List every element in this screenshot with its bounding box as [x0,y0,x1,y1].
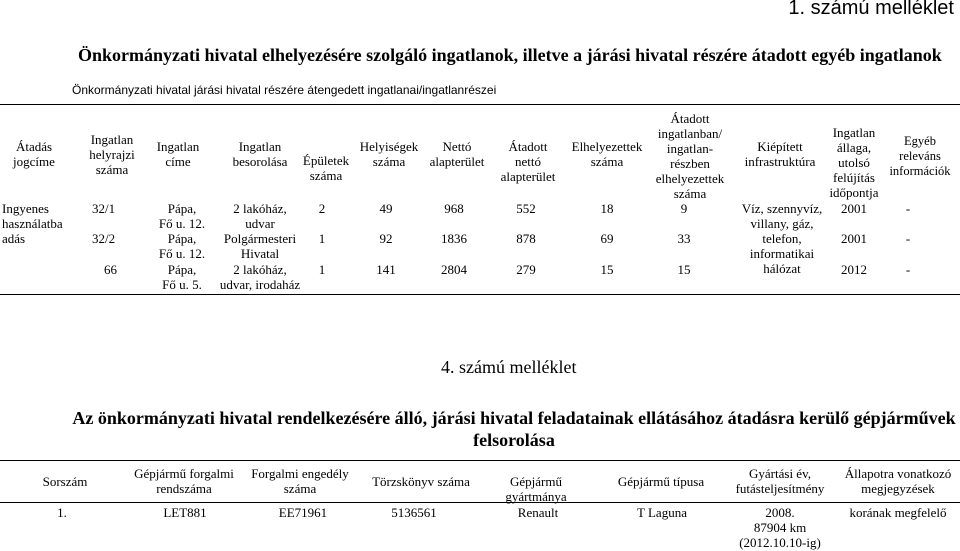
header-elhelyezettek: Elhelyezettek száma [571,139,643,169]
row1-hrsz: 32/1 [92,201,116,216]
row2-allapot: 2001 [841,231,867,246]
jogcim-cell: Ingyenes használatba adás [2,201,63,246]
vehicle-gyartmany: Renault [517,505,559,520]
header-hrsz: Ingatlan helyrajzi száma [89,132,135,177]
row2-atadott-netto: 878 [516,231,536,246]
row1-epuletek: 2 [318,201,326,216]
annex4-top-border [0,460,960,461]
vehicle-engedely: EE71961 [278,505,328,520]
vehicle-sorszam: 1. [57,505,67,520]
row2-epuletek: 1 [318,231,326,246]
annex1-bottom-border [0,294,960,295]
header-netto: Nettó alapterület [429,139,485,169]
row2-hrsz: 32/2 [92,231,116,246]
row1-helyisegek: 49 [379,201,393,216]
vehicle-header-sorszam: Sorszám [42,474,88,489]
row2-besorolas: Polgármesteri Hivatal [223,231,297,261]
row3-atadott-netto: 279 [516,262,536,277]
row1-atadott-ingatlan: 9 [680,201,688,216]
row1-atadott-netto: 552 [516,201,536,216]
row1-besorolas: 2 lakóház, udvar [233,201,287,231]
row1-netto: 968 [444,201,464,216]
annex1-label: 1. számú melléklet [788,0,954,19]
vehicle-header-gyartmany: Gépjármű gyártmánya [505,474,567,504]
vehicle-rendszam: LET881 [163,505,207,520]
row3-egyeb: - [905,262,911,277]
row3-elhelyezettek: 15 [600,262,614,277]
vehicle-gyartasi: 2008. 87904 km (2012.10.10-ig) [739,505,821,550]
annex1-subtitle: Önkormányzati hivatal járási hivatal részére átengedett ingatlanai/ingatlanrészei [72,83,497,97]
header-allapot: Ingatlan állaga, utolsó felújítás időpontja [829,125,879,200]
annex1-title: Önkormányzati hivatal elhelyezésére szolgáló ingatlanok, illetve a járási hivatal részére átadott egyéb ingatlanok [78,45,942,65]
header-besorolas: Ingatlan besorolása [232,139,288,169]
header-epuletek: Épületek száma [302,153,350,183]
vehicle-header-allapot: Állapotra vonatkozó megjegyzések [844,466,952,496]
row3-hrsz: 66 [104,262,117,277]
row3-netto: 2804 [441,262,467,277]
annex4-label: 4. számú melléklet [441,357,577,377]
row3-allapot: 2012 [841,262,867,277]
header-atadott-ingatlan: Átadott ingatlanban/ ingatlan- részben elhelyezettek száma [655,111,725,201]
row3-besorolas: 2 lakóház, udvar, irodaház [219,262,301,292]
vehicle-header-torzskonyv: Törzskönyv száma [372,474,470,489]
row1-cim: Pápa, Fő u. 12. [158,201,206,231]
vehicle-tipus: T Laguna [637,505,687,520]
infrastructure-cell: Víz, szennyvíz, villany, gáz, telefon, informatikai hálózat [741,201,823,276]
row3-cim: Pápa, Fő u. 5. [162,262,202,292]
header-infra: Kiépített infrastruktúra [744,139,816,169]
annex4-header-border [0,502,960,503]
annex4-title: Az önkormányzati hivatal rendelkezésére álló, járási hivatal feladatainak ellátásához átadásra kerülő gépjárművek felsorolása [72,408,956,450]
header-egyeb: Egyéb releváns információk [889,134,951,178]
vehicle-torzskonyv: 5136561 [391,505,437,520]
vehicle-header-gyartasi: Gyártási év, futásteljesítmény [735,466,825,496]
row2-elhelyezettek: 69 [600,231,614,246]
header-atadas: Átadás jogcíme [13,139,55,169]
vehicle-allapot: korának megfelelő [849,505,947,520]
header-helyisegek: Helyiségek száma [359,139,419,169]
row3-epuletek: 1 [318,262,326,277]
row2-atadott-ingatlan: 33 [677,231,691,246]
vehicle-header-tipus: Gépjármű típusa [617,474,705,489]
annex1-top-border [0,104,960,105]
vehicle-header-engedely: Forgalmi engedély száma [251,466,349,496]
row1-allapot: 2001 [841,201,867,216]
vehicle-header-rendszam: Gépjármű forgalmi rendszáma [134,466,234,496]
row1-egyeb: - [905,201,911,216]
header-cim: Ingatlan címe [156,139,200,169]
row3-atadott-ingatlan: 15 [677,262,691,277]
header-atadott-netto: Átadott nettó alapterület [500,139,556,184]
row2-helyisegek: 92 [379,231,393,246]
row3-helyisegek: 141 [376,262,396,277]
row2-cim: Pápa, Fő u. 12. [158,231,206,261]
row1-elhelyezettek: 18 [600,201,614,216]
row2-netto: 1836 [441,231,467,246]
row2-egyeb: - [905,231,911,246]
